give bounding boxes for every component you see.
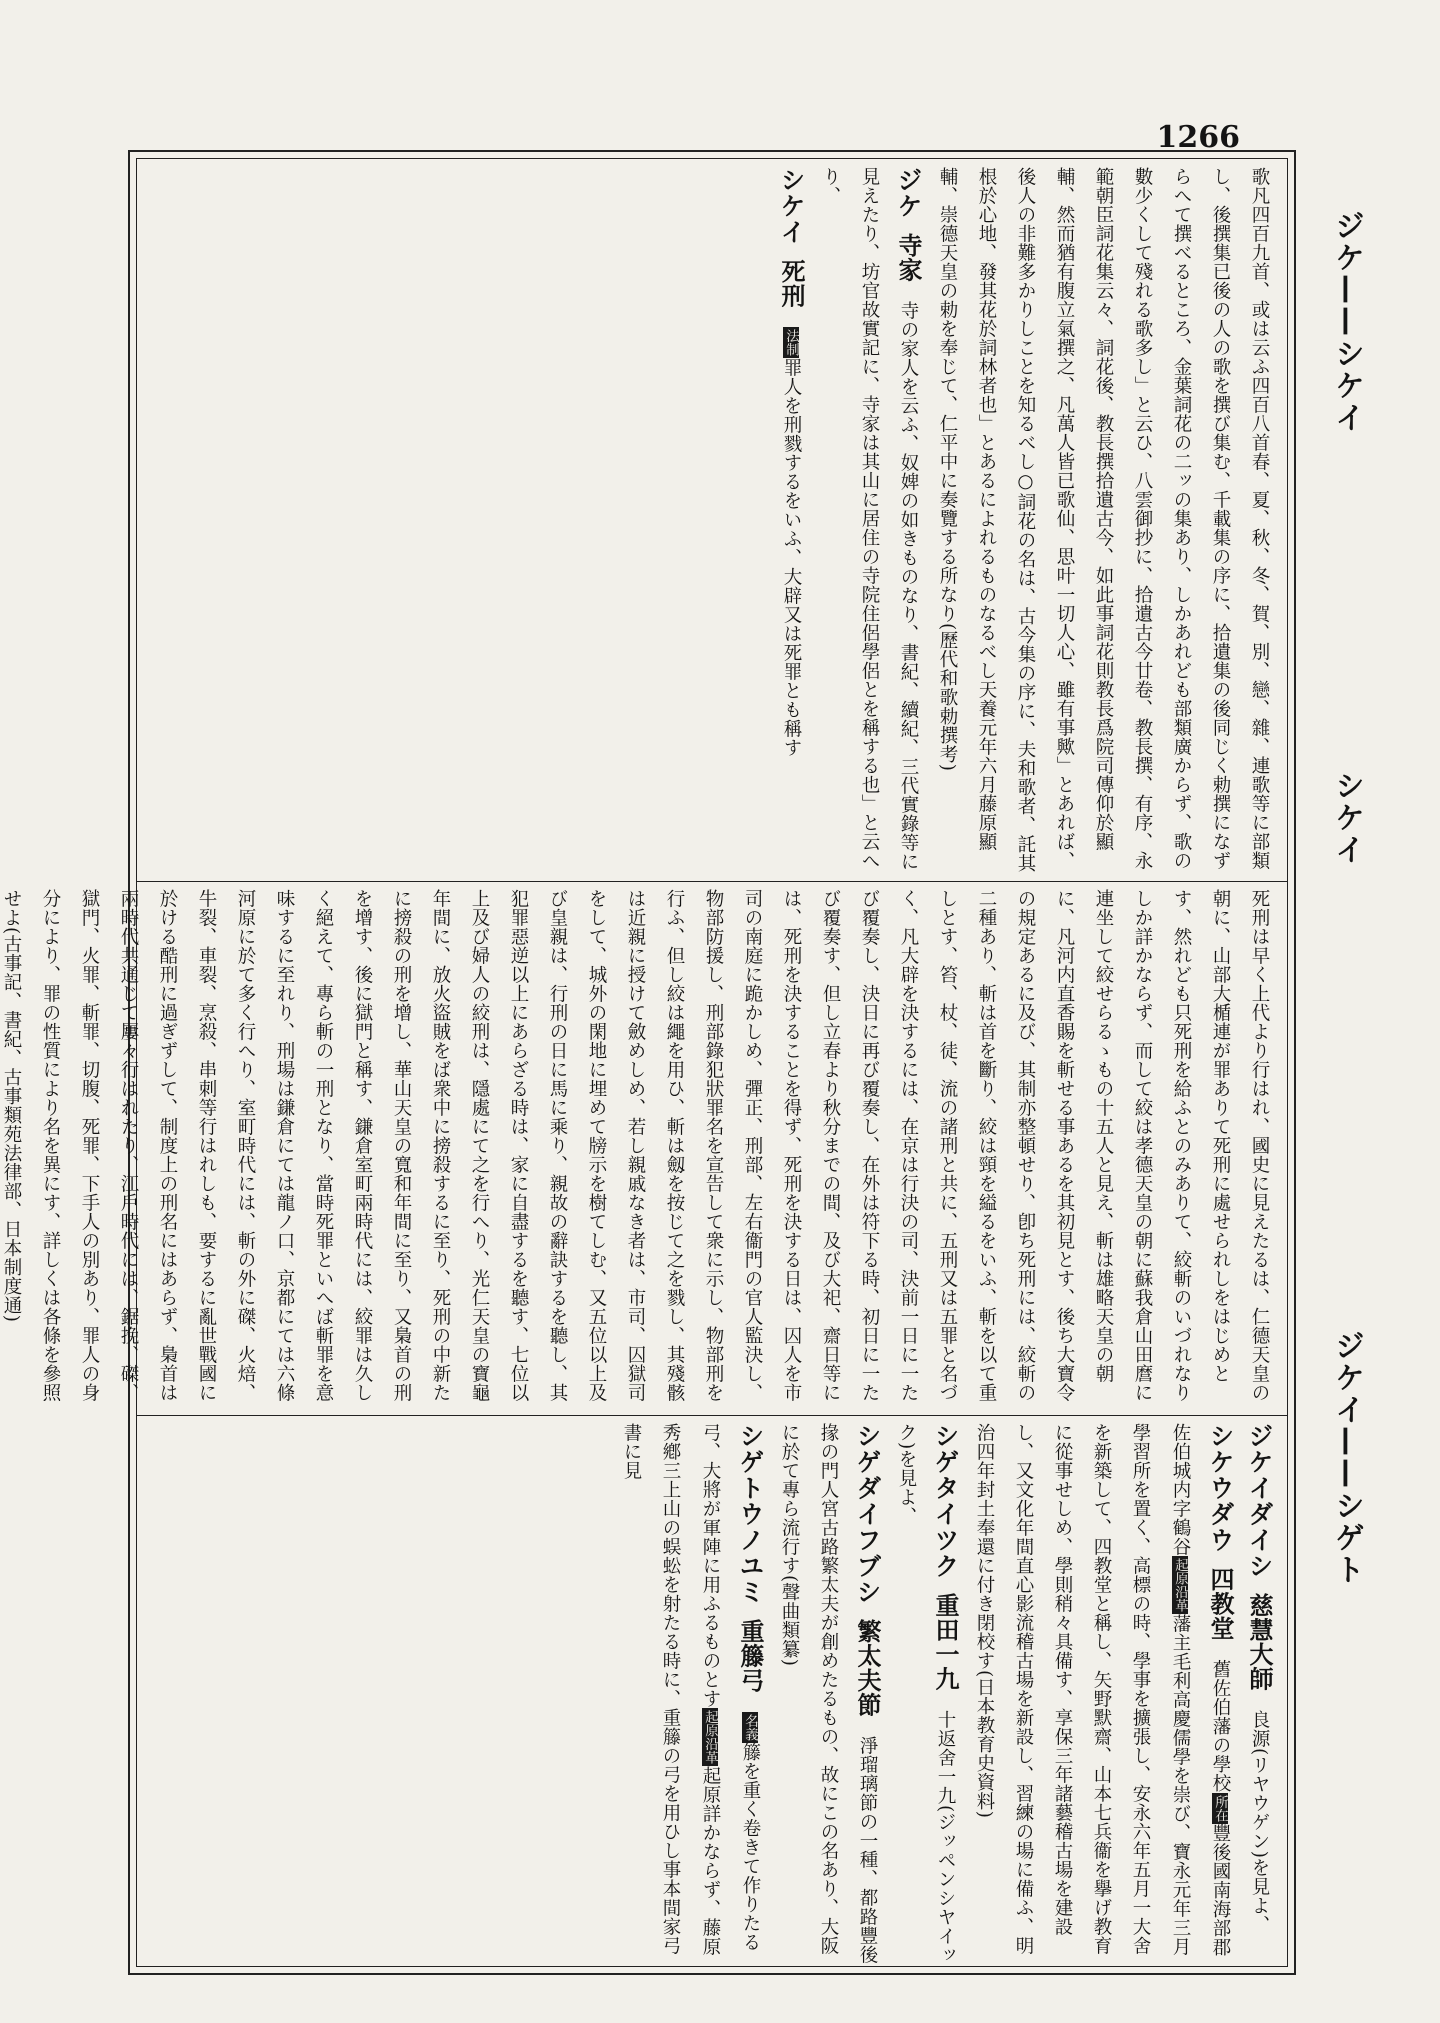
entry-headword: シゲダイフブシ [853,1423,882,1605]
entry-title: 四教堂 [1206,1567,1235,1641]
entry-text: 寺の家人を云ふ、奴婢の如きものなり、書紀、續紀、三代實錄等に見えたり、坊官故實記に、寺家は其山に居住の寺院住侶學侶とを稱する也」と云へり、 [820,167,919,871]
entry-shikei-continued [0,889,1279,1407]
entry-headword: シゲタイツク [931,1423,960,1579]
entry-title: 重田一九 [931,1593,960,1691]
category-tag: 法制 [783,329,799,356]
entry-text: 起原詳かならず、藤原秀鄕三上山の蜈蚣を射たる時に、重籐の弓を用ひし事本間家弓書に見 [621,1423,721,1956]
entry-shigedayubushi [770,1423,887,1973]
page-number: 1266 [1156,120,1240,155]
entry-shikei [771,167,811,873]
entry-title: 慈慧大師 [1245,1593,1274,1691]
page-frame [1,150,1296,1975]
entry-title: 重籐弓 [736,1619,765,1693]
entry-text: 藩主毛利高慶儒學を崇び、寶永元年三月學習所を置く、高標の時、學事を擴張し、安永六年五月一大舍を新築して、四教堂と稱し、矢野默齋、山本七兵衞を擧げ教育に從事せしめ、學則稍々具備す、享保三年諸藝稽古場を建設し、又文化年間直心影流稽古場を新設し、習練の場に備ふ、明治四年封土奉還に付き閉校す(日本教育史資料) [974,1423,1191,1956]
entry-text: 良源(リヤウゲン)を見よ、 [1249,1710,1270,1935]
entry-text: 春、夏、秋、冬、賀、別、戀、雜、連歌等に部類し、後撰集已後の人の歌を撰び集む、千載集の序に、拾遺集の後同じく勅撰になずらへて撰べるところ、金葉詞花の二ッの集あり、しかあれども部類廣からず、歌の數少くして殘れる歌多し」と云ひ、八雲御抄に、拾遺古今廿卷、教長撰、有序、永範朝臣詞花集云々、詞花後、教長撰拾遺古今、如此事詞花則教長爲院司傳仰於顯輔、然而猶有腹立氣撰之、凡萬人皆已歌仙、思叶一切人心、雖有事歟」とあれば、後人の非難多かりしことを知るべし○詞花の名は、古今集の序に、夫和歌者、託其根於心地、發其花於詞林者也」とあるによれるものなるべし [976,167,1270,873]
section-divider [137,1415,1287,1416]
entry-text: 豐後國南海部郡佐伯城内字鶴谷 [1170,1423,1231,1957]
origin-tag: 起原沿革 [1172,1558,1188,1612]
entry-shigetounoyumi [612,1423,770,1973]
entry-text: 死刑は早く上代より行はれ、國史に見えたるは、仁德天皇の朝に、山部大楯連が罪ありて死刑に處せられしをはじめとす、然れども只死刑を給ふとのみありて、絞斬のいづれなりしか詳かならず、而して絞は孝德天皇の朝に蘇我倉山田麿に連坐して絞せらるゝもの十五人と見え、斬は雄略天皇の朝に、凡河内直香賜を斬せる事あるを其初見とす、後ち大寶令の規定あるに及び、其制亦整頓せり、卽ち死刑には、絞斬の二種あり、斬は首を斷り、絞は頸を縊るをいふ、斬を以て重しとす、笞、杖、徒、流の諸刑と共に、五刑又は五罪と名づく、凡大辟を決するには、在京は行決の司、決前一日に一たび覆奏し、決日に再び覆奏し、在外は符下る時、初日に一たび覆奏す、但し立春より秋分までの間、及び大祀、齋日等には、死刑を決することを得ず、死刑を決する日は、囚人を市司の南庭に跪かしめ、彈正、刑部、左右衞門の官人監決し、物部防援し、刑部錄犯狀罪名を宣告して衆に示し、物部刑を行ふ、但し絞は繩を用ひ、斬は劔を按じて之を戮し、其殘骸は近親に授けて斂めしめ、若し親戚なき者は、市司、囚獄司をして、城外の閑地に埋めて牓示を樹てしむ、又五位以上及び皇親は、行刑の日に馬に乘り、親故の辭訣するを聽し、其犯罪惡逆以上にあらざる時は、家に自盡するを聽す、七位以上及び婦人の絞刑は、隱處にて之を行へり、光仁天皇の寶龜年間に、放火盜賊をば衆中に搒殺するに至り、死刑の中新たに搒殺の刑を增し、華山天皇の寬和年間に至り、又梟首の刑を增す、後に獄門と稱す、鎌倉室町兩時代には、絞罪は久しく絕えて、專ら斬の一刑となり、當時死罪といへば斬罪を意味するに至れり、刑場は鎌倉にては龍ノ口、京都にては六條河原に於て多く行へり、室町時代には、斬の外に磔、火焙、牛裂、車裂、烹殺、串刺等行はれしも、要するに亂世戰國に於ける酷刑に過ぎずして、制度上の刑名にはあらず、梟首は兩時代共通じて屢々行はれたり、江戶時代には、鋸挽、磔、獄門、火罪、斬罪、切腹、死罪、下手人の別あり、罪人の身分により、罪の性質により名を異にす、詳しくは各條を參照せよ(古事記、書紀、古事類苑法律部、日本制度通) [1,889,1270,1402]
entry-text: 淨瑠璃節の一種、都路豐後掾の門人宮古路繁太夫が創めたるもの、故にこの名あり、大阪に於て專ら流行す(聲曲類纂) [779,1423,878,1964]
entry-text: 罪人を刑戮するをいふ、大辟又は死罪とも稱す [781,358,802,757]
page-inner-frame [1,158,1288,1967]
entry-text: 天養元年六月藤原顯輔、崇德天皇の勅を奉じて、仁平中に奏覽する所なり(歷代和歌勅撰考) [937,167,997,851]
entry-headword: ジケ [894,167,923,219]
side-running-head-middle: シケイ [1329,770,1364,866]
side-running-head-bottom: ジケイ——シゲト [1329,1330,1364,1586]
entry-text: 舊佐伯藩の學校 [1210,1659,1231,1793]
section-divider [137,881,1287,882]
origin-tag: 起原沿革 [702,1710,718,1764]
entry-text: 歌凡四百九首、或は云ふ四百八首 [1249,167,1270,452]
entry-text: 十返舍一九(ジッペンシヤイック)を見よ、 [896,1423,956,1965]
entry-shikashu [928,167,1279,873]
section-middle [1,889,1279,1407]
side-running-head-top: ジケ——シケイ [1329,210,1364,434]
section-bottom [145,1423,1279,1973]
entry-title: 死刑 [777,259,806,308]
category-tag: 名義 [742,1713,758,1741]
category-tag: 所在 [1212,1794,1228,1822]
entry-headword: シケイ [777,167,806,245]
entry-shikyodo [965,1423,1240,1973]
section-top [145,167,1279,873]
entry-jike [811,167,928,873]
entry-headword: ジケイダイシ [1245,1423,1274,1579]
entry-title: 繁太夫節 [853,1619,882,1717]
entry-jikeidaishi [1240,1423,1279,1973]
entry-text: 籐を重く卷きて作りたる弓、大將が軍陣に用ふるものとす [700,1423,761,1952]
entry-headword: シケウダウ [1206,1423,1235,1553]
entry-shigetaitsuku [887,1423,965,1973]
entry-headword: シゲトウノユミ [736,1423,765,1605]
entry-title: 寺家 [894,233,923,282]
